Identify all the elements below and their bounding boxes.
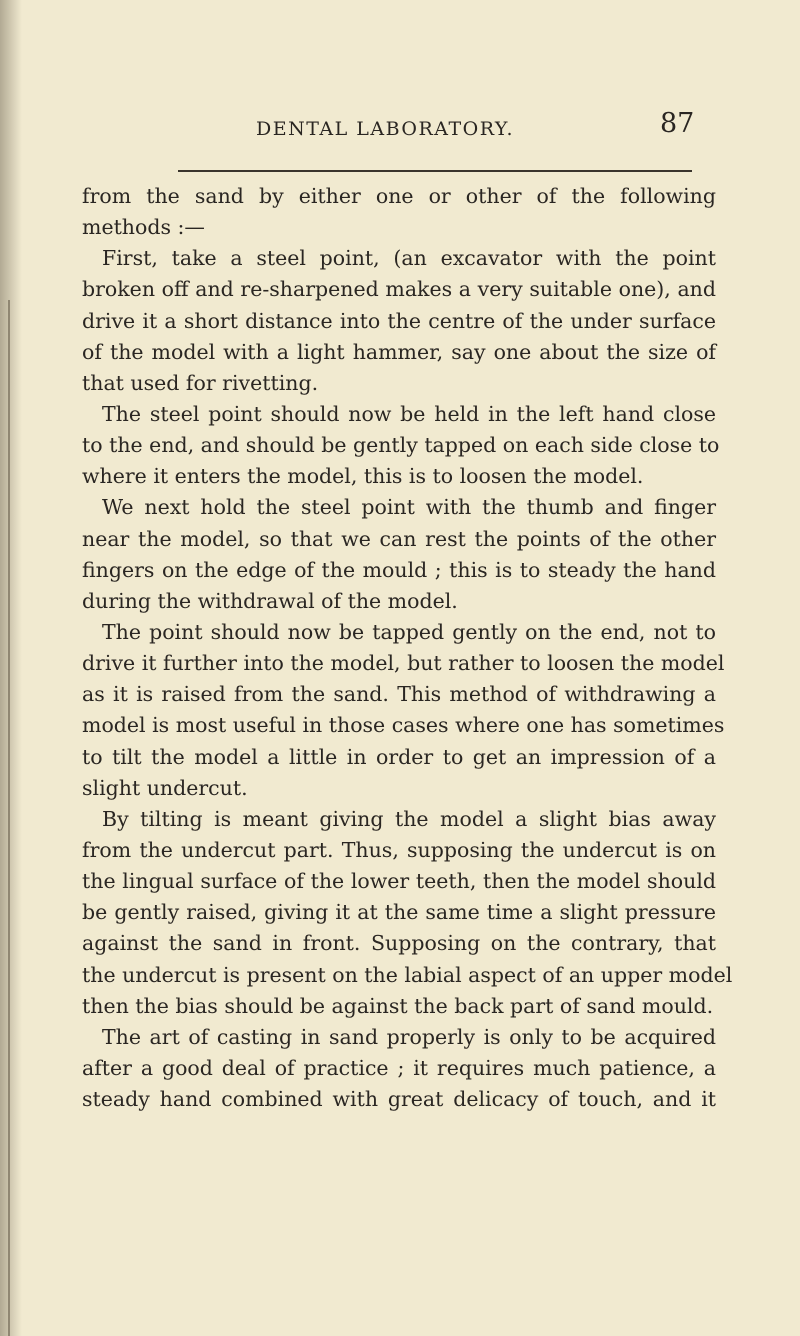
text-line: methods :— (82, 215, 205, 240)
text-line: The art of casting in sand properly is only to be acquired (102, 1024, 716, 1049)
text-line: as it is raised from the sand. This method of withdrawing a (82, 682, 716, 707)
text-line: then the bias should be against the back part of sand mould. (82, 993, 714, 1018)
text-line: near the model, so that we can rest the points of the other (82, 526, 716, 551)
text-line: during the withdrawal of the model. (82, 588, 458, 613)
text-line: slight undercut. (82, 775, 248, 800)
page-edge-shadow (0, 0, 22, 1336)
text-line: from the undercut part. Thus, supposing the undercut is on (82, 837, 716, 862)
text-line: against the sand in front. Supposing on the contrary, that (82, 931, 716, 956)
running-header (0, 108, 800, 148)
body-text (82, 181, 733, 1115)
text-line: that used for rivetting. (82, 370, 319, 395)
text-line: By tilting is meant giving the model a slight bias away (102, 806, 716, 831)
binding-edge (8, 300, 10, 1336)
text-line: fingers on the edge of the mould ; this is to steady the hand (82, 557, 716, 582)
text-line: to tilt the model a little in order to get an impression of a (82, 744, 716, 769)
text-line: from the sand by either one or other of the following (82, 184, 716, 208)
text-line: drive it further into the model, but rather to loosen the model (82, 651, 725, 676)
text-line: be gently raised, giving it at the same time a slight pressure (82, 900, 716, 925)
text-line: drive it a short distance into the centre of the under surface (82, 308, 716, 333)
text-line: where it enters the model, this is to loosen the model. (82, 464, 644, 489)
text-line: We next hold the steel point with the thumb and finger (102, 495, 716, 520)
text-line: First, take a steel point, (an excavator with the point (102, 246, 716, 271)
text-line: broken off and re-sharpened makes a very suitable one), and (82, 277, 716, 302)
text-line: after a good deal of practice ; it requires much patience, a (82, 1055, 716, 1080)
text-line: model is most useful in those cases where one has sometimes (82, 713, 725, 738)
page-number: 87 (660, 108, 695, 139)
header-rule (178, 170, 692, 172)
text-line: the undercut is present on the labial aspect of an upper model (82, 962, 733, 987)
text-line: the lingual surface of the lower teeth, then the model should (82, 869, 716, 894)
running-title: DENTAL LABORATORY. (256, 118, 515, 140)
text-line: The steel point should now be held in the left hand close (102, 401, 716, 426)
text-line: of the model with a light hammer, say one about the size of (82, 339, 716, 364)
text-line: to the end, and should be gently tapped on each side close to (82, 433, 720, 458)
text-line: The point should now be tapped gently on the end, not to (102, 619, 716, 644)
text-line: steady hand combined with great delicacy of touch, and it (82, 1087, 716, 1112)
